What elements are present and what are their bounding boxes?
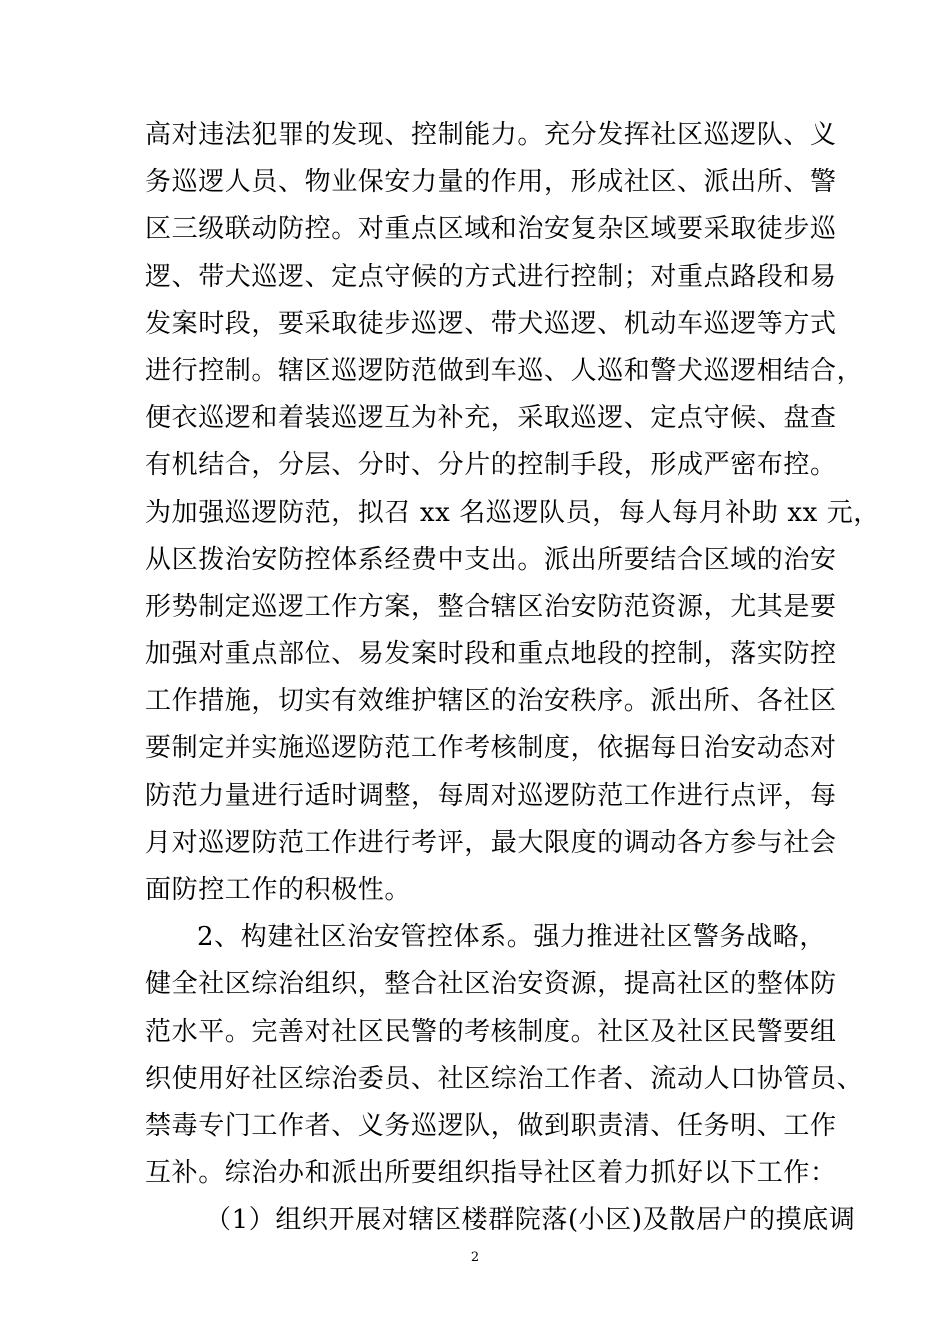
text-line: 范水平。完善对社区民警的考核制度。社区及社区民警要组	[145, 1016, 837, 1047]
text-line: 逻、带犬巡逻、定点守候的方式进行控制；对重点路段和易	[145, 261, 837, 292]
text-line: 从区拨治安防控体系经费中支出。派出所要结合区域的治安	[145, 544, 837, 575]
text-line: 进行控制。辖区巡逻防范做到车巡、人巡和警犬巡逻相结合，	[145, 355, 864, 386]
text-line: 工作措施，切实有效维护辖区的治安秩序。派出所、各社区	[145, 686, 837, 717]
text-line: 高对违法犯罪的发现、控制能力。充分发挥社区巡逻队、义	[145, 120, 837, 150]
text-line: 禁毒专门工作者、义务巡逻队，做到职责清、任务明、工作	[145, 1110, 837, 1141]
text-line: （1）组织开展对辖区楼群院落(小区)及散居户的摸底调	[205, 1205, 856, 1236]
text-line: 互补。综治办和派出所要组织指导社区着力抓好以下工作：	[145, 1158, 837, 1189]
text-line: 面防控工作的积极性。	[145, 875, 412, 905]
text-line: 2、构建社区治安管控体系。强力推进社区警务战略，	[197, 922, 826, 953]
text-line: 务巡逻人员、物业保安力量的作用，形成社区、派出所、警	[145, 167, 837, 198]
text-line: 月对巡逻防范工作进行考评，最大限度的调动各方参与社会	[145, 827, 837, 858]
text-line: 要制定并实施巡逻防范工作考核制度，依据每日治安动态对	[145, 733, 837, 764]
text-line: 区三级联动防控。对重点区域和治安复杂区域要采取徒步巡	[145, 214, 837, 245]
text-line: 健全社区综治组织，整合社区治安资源，提高社区的整体防	[145, 969, 837, 1000]
text-line: 为加强巡逻防范，拟召 xx 名巡逻队员，每人每月补助 xx 元，	[145, 497, 880, 528]
text-line: 防范力量进行适时调整，每周对巡逻防范工作进行点评，每	[145, 780, 837, 811]
body-text	[145, 112, 880, 1245]
text-line: 有机结合，分层、分时、分片的控制手段，形成严密布控。	[145, 450, 837, 481]
text-line: 发案时段，要采取徒步巡逻、带犬巡逻、机动车巡逻等方式	[145, 308, 837, 339]
page-number: 2	[470, 1250, 480, 1265]
text-line: 织使用好社区综治委员、社区综治工作者、流动人口协管员、	[145, 1063, 864, 1094]
text-line: 形势制定巡逻工作方案，整合辖区治安防范资源，尤其是要	[145, 591, 837, 622]
text-line: 加强对重点部位、易发案时段和重点地段的控制，落实防控	[145, 639, 837, 670]
text-line: 便衣巡逻和着装巡逻互为补充，采取巡逻、定点守候、盘查	[145, 403, 837, 434]
